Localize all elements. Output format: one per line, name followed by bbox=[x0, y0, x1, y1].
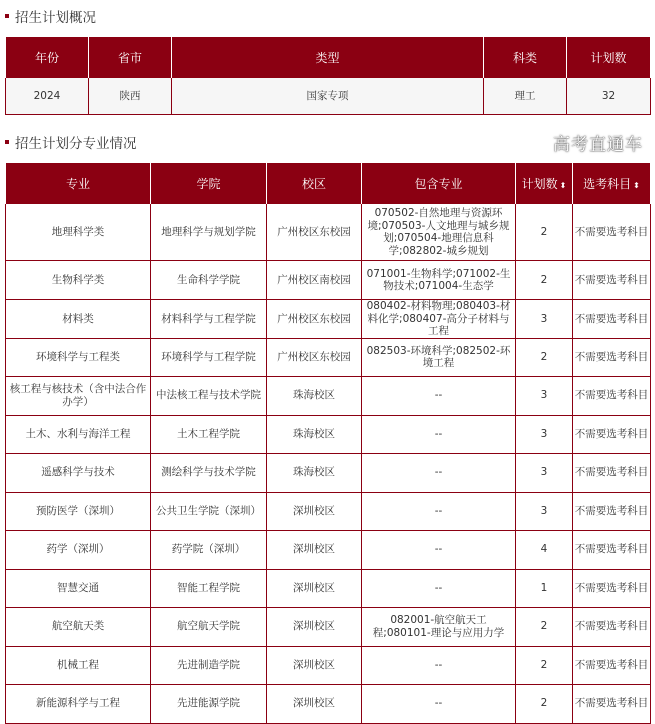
column-header: 年份 bbox=[6, 37, 89, 78]
table-cell: 珠海校区 bbox=[267, 376, 362, 415]
table-cell: 土木工程学院 bbox=[151, 415, 267, 453]
table-cell: 不需要选考科目 bbox=[573, 376, 651, 415]
table-cell: 3 bbox=[516, 376, 573, 415]
sort-icon[interactable]: ⬍ bbox=[633, 180, 640, 190]
table-cell: 不需要选考科目 bbox=[573, 204, 651, 261]
table-cell: -- bbox=[362, 453, 516, 492]
table-cell: 082001-航空航天工程;080101-理论与应用力学 bbox=[362, 607, 516, 646]
table-row bbox=[6, 78, 651, 115]
table-cell: 深圳校区 bbox=[267, 569, 362, 607]
table-cell: 药学（深圳） bbox=[6, 530, 151, 569]
table-cell: 土木、水利与海洋工程 bbox=[6, 415, 151, 453]
table-cell: 不需要选考科目 bbox=[573, 684, 651, 723]
table-cell: 材料类 bbox=[6, 300, 151, 339]
table-cell: 地理科学类 bbox=[6, 204, 151, 261]
watermark: 高考直通车 bbox=[553, 135, 643, 155]
table-cell: 071001-生物科学;071002-生物技术;071004-生态学 bbox=[362, 261, 516, 300]
table-cell: -- bbox=[362, 684, 516, 723]
table-cell: 1 bbox=[516, 569, 573, 607]
column-header bbox=[362, 163, 516, 204]
table-row bbox=[6, 376, 651, 415]
table-cell: 广州校区东校园 bbox=[267, 338, 362, 376]
table-cell: 070502-自然地理与资源环境;070503-人文地理与城乡规划;070504-地理信息科学;082802-城乡规划 bbox=[362, 204, 516, 261]
table-row bbox=[6, 415, 651, 453]
bullet-icon bbox=[5, 140, 9, 144]
table-cell: 航空航天学院 bbox=[151, 607, 267, 646]
table-cell: 3 bbox=[516, 492, 573, 530]
table-cell: 航空航天类 bbox=[6, 607, 151, 646]
column-header: 省市 bbox=[89, 37, 172, 78]
table-row bbox=[6, 261, 651, 300]
table-row bbox=[6, 684, 651, 723]
table-cell: 不需要选考科目 bbox=[573, 300, 651, 339]
table-cell: 深圳校区 bbox=[267, 646, 362, 684]
table-cell: 材料科学与工程学院 bbox=[151, 300, 267, 339]
table-cell: 不需要选考科目 bbox=[573, 415, 651, 453]
table-cell: 预防医学（深圳） bbox=[6, 492, 151, 530]
table-cell: 080402-材料物理;080403-材料化学;080407-高分子材料与工程 bbox=[362, 300, 516, 339]
table-cell: 深圳校区 bbox=[267, 607, 362, 646]
table-cell: 珠海校区 bbox=[267, 415, 362, 453]
table-row bbox=[6, 607, 651, 646]
bullet-icon bbox=[5, 14, 9, 18]
section-title-text: 招生计划分专业情况 bbox=[15, 136, 137, 152]
column-header-label: 计划数 bbox=[521, 176, 558, 191]
table-cell: -- bbox=[362, 492, 516, 530]
table-cell: 广州校区南校园 bbox=[267, 261, 362, 300]
column-header-label: 校区 bbox=[301, 176, 326, 191]
table-cell: 生物科学类 bbox=[6, 261, 151, 300]
table-cell: -- bbox=[362, 376, 516, 415]
table-cell: 智能工程学院 bbox=[151, 569, 267, 607]
sort-icon[interactable]: ⬍ bbox=[559, 180, 567, 190]
table-row bbox=[6, 646, 651, 684]
column-header-label: 包含专业 bbox=[414, 176, 463, 191]
table-cell: 4 bbox=[516, 530, 573, 569]
table-cell: 3 bbox=[516, 300, 573, 339]
table-cell: 不需要选考科目 bbox=[573, 338, 651, 376]
column-header: 类型 bbox=[172, 37, 484, 78]
majors-table bbox=[5, 162, 651, 724]
table-cell: 环境科学与工程学院 bbox=[151, 338, 267, 376]
table-cell: 不需要选考科目 bbox=[573, 569, 651, 607]
column-header-label: 选考科目 bbox=[583, 176, 632, 191]
table-row bbox=[6, 338, 651, 376]
table-cell: 中法核工程与技术学院 bbox=[151, 376, 267, 415]
table-cell: 广州校区东校园 bbox=[267, 204, 362, 261]
section-title-text: 招生计划概况 bbox=[15, 10, 96, 26]
table-cell: 082503-环境科学;082502-环境工程 bbox=[362, 338, 516, 376]
column-header: 科类 bbox=[484, 37, 567, 78]
table-cell: 地理科学与规划学院 bbox=[151, 204, 267, 261]
table-cell: 理工 bbox=[484, 78, 567, 115]
section-title-overview bbox=[5, 6, 96, 26]
column-header[interactable] bbox=[516, 163, 573, 204]
table-cell: 深圳校区 bbox=[267, 684, 362, 723]
table-cell: 2 bbox=[516, 646, 573, 684]
table-cell: 机械工程 bbox=[6, 646, 151, 684]
table-cell: 测绘科学与技术学院 bbox=[151, 453, 267, 492]
table-cell: 珠海校区 bbox=[267, 453, 362, 492]
table-cell: 不需要选考科目 bbox=[573, 646, 651, 684]
table-cell: -- bbox=[362, 569, 516, 607]
table-cell: -- bbox=[362, 415, 516, 453]
table-cell: 广州校区东校园 bbox=[267, 300, 362, 339]
table-cell: 核工程与核技术（含中法合作办学） bbox=[6, 376, 151, 415]
table-cell: 深圳校区 bbox=[267, 492, 362, 530]
table-row bbox=[6, 530, 651, 569]
table-cell: 2 bbox=[516, 684, 573, 723]
table-cell: 药学院（深圳） bbox=[151, 530, 267, 569]
table-cell: 2 bbox=[516, 338, 573, 376]
table-cell: 陕西 bbox=[89, 78, 172, 115]
section-title-majors bbox=[5, 132, 137, 152]
table-cell: 不需要选考科目 bbox=[573, 530, 651, 569]
column-header bbox=[151, 163, 267, 204]
column-header bbox=[267, 163, 362, 204]
table-cell: 新能源科学与工程 bbox=[6, 684, 151, 723]
table-row bbox=[6, 453, 651, 492]
table-cell: 不需要选考科目 bbox=[573, 607, 651, 646]
table-cell: 3 bbox=[516, 415, 573, 453]
table-row bbox=[6, 300, 651, 339]
table-cell: 2 bbox=[516, 261, 573, 300]
table-cell: 32 bbox=[567, 78, 651, 115]
table-cell: -- bbox=[362, 646, 516, 684]
table-cell: 不需要选考科目 bbox=[573, 492, 651, 530]
table-cell: 2 bbox=[516, 204, 573, 261]
table-cell: 生命科学学院 bbox=[151, 261, 267, 300]
table-cell: 不需要选考科目 bbox=[573, 453, 651, 492]
table-cell: 环境科学与工程类 bbox=[6, 338, 151, 376]
column-header: 计划数 bbox=[567, 37, 651, 78]
column-header-label: 学院 bbox=[196, 176, 221, 191]
column-header-label: 专业 bbox=[65, 176, 90, 191]
table-cell: 不需要选考科目 bbox=[573, 261, 651, 300]
table-row bbox=[6, 569, 651, 607]
table-cell: 公共卫生学院（深圳） bbox=[151, 492, 267, 530]
table-cell: 3 bbox=[516, 453, 573, 492]
table-cell: 先进制造学院 bbox=[151, 646, 267, 684]
column-header bbox=[6, 163, 151, 204]
table-row bbox=[6, 492, 651, 530]
table-cell: 深圳校区 bbox=[267, 530, 362, 569]
table-cell: 智慧交通 bbox=[6, 569, 151, 607]
table-row bbox=[6, 204, 651, 261]
table-cell: 2 bbox=[516, 607, 573, 646]
table-cell: 遥感科学与技术 bbox=[6, 453, 151, 492]
table-cell: 国家专项 bbox=[172, 78, 484, 115]
overview-table bbox=[5, 36, 651, 115]
column-header[interactable] bbox=[573, 163, 651, 204]
table-cell: 2024 bbox=[6, 78, 89, 115]
table-cell: 先进能源学院 bbox=[151, 684, 267, 723]
table-cell: -- bbox=[362, 530, 516, 569]
